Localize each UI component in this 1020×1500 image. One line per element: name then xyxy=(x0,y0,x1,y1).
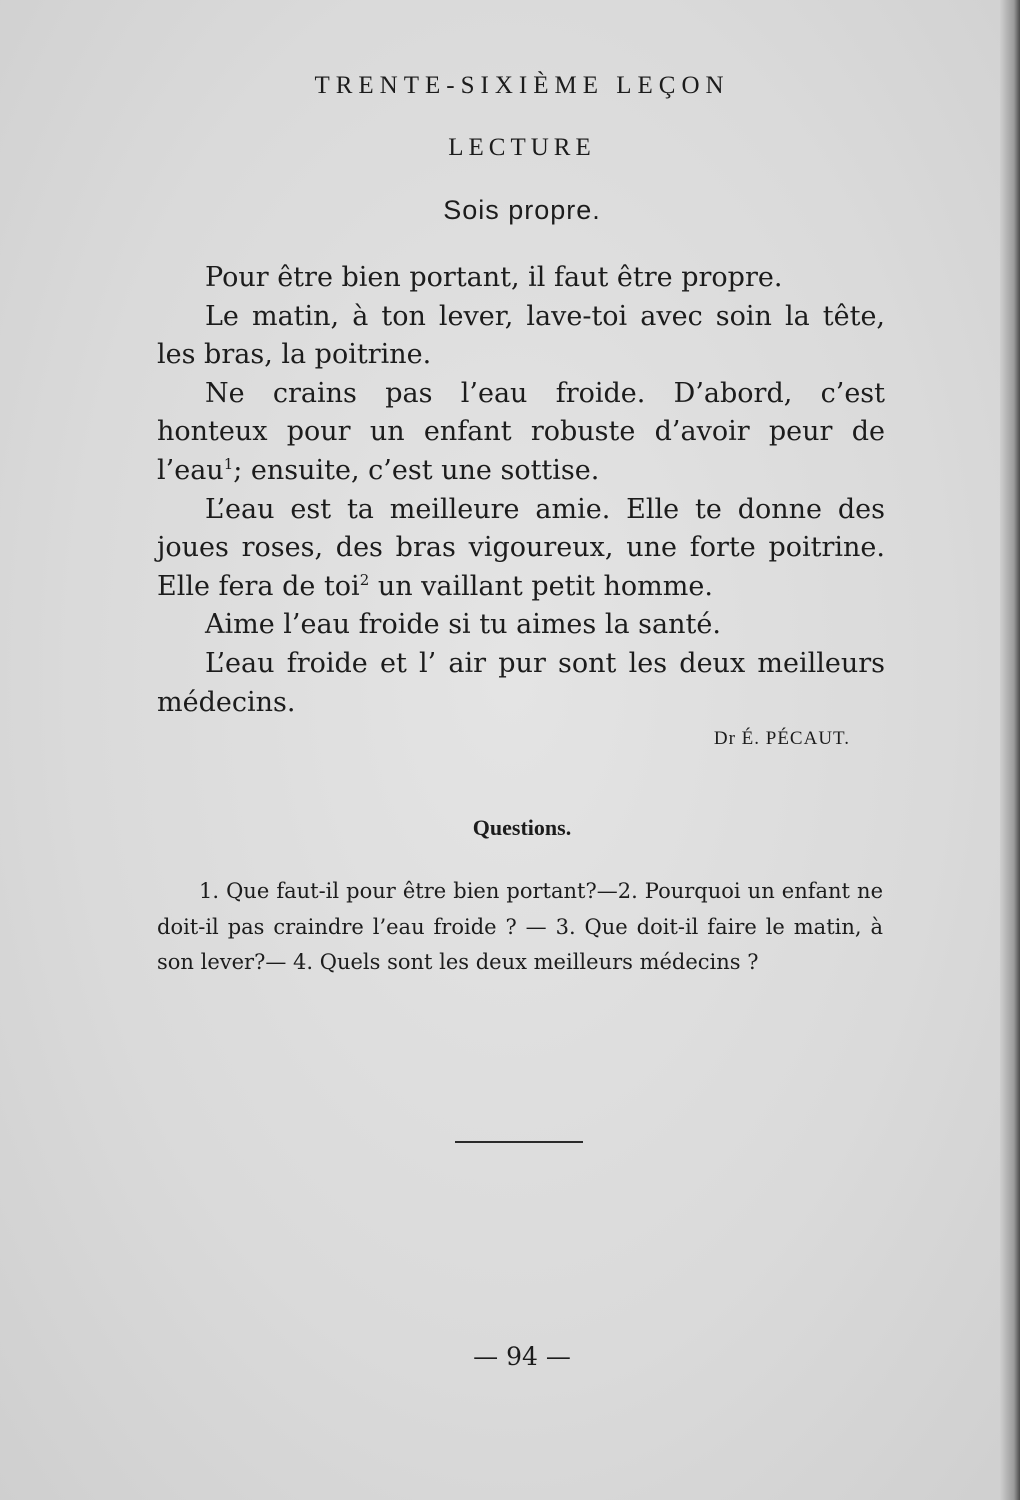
section-title: LECTURE xyxy=(448,134,596,161)
questions-body: 1. Que faut-il pour être bien portant?—2. Pourquoi un enfant ne doit-il pas craindre l’eau froide ? — 3. Que doit-il faire le matin, à son lever?— 4. Quels sont les deux meilleurs médecins ? xyxy=(157,879,883,974)
page-number: — 94 — xyxy=(473,1342,571,1371)
paragraph-text: ; ensuite, c’est une sottise. xyxy=(233,454,600,486)
reading-title: Sois propre. xyxy=(443,195,601,225)
paragraph-text: un vaillant petit homme. xyxy=(369,570,713,602)
separator-rule xyxy=(455,1141,583,1143)
questions-text xyxy=(157,874,883,981)
paragraph: L’eau froide et l’ air pur sont les deux meilleurs médecins. xyxy=(157,647,885,718)
footnote-mark: 2 xyxy=(359,570,370,589)
author-signature: Dr É. PÉCAUT. xyxy=(713,728,850,749)
paragraph xyxy=(157,491,885,607)
paragraph: Le matin, à ton lever, lave-toi avec soin la tête, les bras, la poitrine. xyxy=(157,300,885,371)
paragraph: Pour être bien portant, il faut être propre. xyxy=(205,262,783,293)
footnote-mark: 1 xyxy=(223,454,234,473)
questions-title: Questions. xyxy=(472,815,572,840)
lesson-title: TRENTE-SIXIÈME LEÇON xyxy=(314,72,730,99)
paragraph-text: L’eau est ta meilleure amie. Elle te donne des joues roses, des bras vigoureux, une forte poitrine. Elle fera de toi xyxy=(157,493,885,602)
paragraph: Aime l’eau froide si tu aimes la santé. xyxy=(205,609,721,641)
reading-body xyxy=(157,259,885,722)
paragraph xyxy=(157,375,885,491)
paragraph-text: Ne crains pas l’eau froide. D’abord, c’est honteux pour un enfant robuste d’avoir peur de l’eau xyxy=(157,377,885,486)
